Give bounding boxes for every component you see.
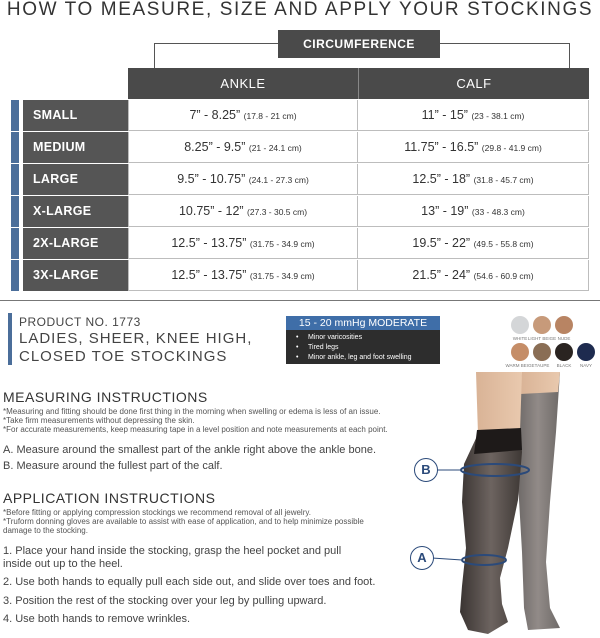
application-note: damage to the stocking. (3, 526, 88, 535)
measuring-step-a: A. Measure around the smallest part of the ankle right above the ankle bone. (3, 444, 377, 456)
ankle-cell (128, 132, 358, 163)
calf-inches: 11” - 15” (421, 108, 468, 122)
application-step-1-cont: inside out up to the heel. (3, 558, 123, 570)
color-swatch (555, 343, 573, 361)
calf-cell (357, 260, 589, 291)
ankle-inches: 7” - 8.25” (189, 108, 241, 122)
color-swatch-label: WARM BEIGE (505, 363, 535, 368)
color-swatch-label: NAVY (580, 363, 592, 368)
size-label: LARGE (23, 164, 129, 195)
table-row (11, 132, 589, 164)
ankle-cell (128, 164, 358, 195)
application-heading: APPLICATION INSTRUCTIONS (3, 490, 216, 506)
row-accent (11, 100, 19, 131)
calf-cm: (54.6 - 60.9 cm) (473, 271, 534, 281)
calf-cm: (33 - 48.3 cm) (471, 207, 525, 217)
table-row (11, 164, 589, 196)
calf-cm: (23 - 38.1 cm) (471, 111, 525, 121)
page-title: HOW TO MEASURE, SIZE AND APPLY YOUR STOCKINGS (6, 0, 594, 20)
color-swatch (555, 316, 573, 334)
row-accent (11, 260, 19, 291)
ankle-cm: (24.1 - 27.3 cm) (248, 175, 309, 185)
application-step-1: 1. Place your hand inside the stocking, grasp the heel pocket and pull (3, 545, 342, 557)
measuring-note: *Measuring and fitting should be done first thing in the morning when swelling or edema is less of an issue. (3, 407, 381, 416)
calf-inches: 13” - 19” (421, 204, 469, 218)
ankle-cm: (21 - 24.1 cm) (248, 143, 302, 153)
color-swatch-label: NUDE (557, 336, 571, 341)
stocking-leg-drawing (410, 372, 600, 638)
indication-item: • Tired legs (296, 343, 440, 353)
size-label: 2X-LARGE (23, 228, 129, 259)
measuring-note: *For accurate measurements, keep measuring tape in a level position and note measurements at each point. (3, 425, 388, 434)
application-step-2: 2. Use both hands to equally pull each side out, and slide over toes and foot. (3, 576, 376, 588)
indications-list (286, 330, 440, 364)
product-name-line-2: CLOSED TOE STOCKINGS (19, 348, 228, 365)
row-accent (11, 132, 19, 163)
ankle-cm: (31.75 - 34.9 cm) (249, 271, 315, 281)
circumference-label: CIRCUMFERENCE (278, 30, 440, 58)
indication-item: • Minor varicosities (296, 333, 440, 343)
size-label: MEDIUM (23, 132, 129, 163)
calf-cm: (29.8 - 41.9 cm) (481, 143, 542, 153)
ankle-inches: 10.75” - 12” (178, 204, 244, 218)
measuring-heading: MEASURING INSTRUCTIONS (3, 389, 208, 405)
column-header-ankle: ANKLE (128, 68, 358, 99)
row-accent (11, 164, 19, 195)
ankle-cm: (31.75 - 34.9 cm) (249, 239, 315, 249)
column-header-calf: CALF (358, 68, 589, 99)
size-label: 3X-LARGE (23, 260, 129, 291)
color-swatch (511, 343, 529, 361)
application-note: *Truform donning gloves are available to assist with ease of application, and to help minimize possible (3, 517, 364, 526)
ankle-inches: 8.25” - 9.5” (184, 140, 246, 154)
ankle-inches: 12.5” - 13.75” (171, 268, 247, 282)
calf-cell (357, 228, 589, 259)
label-a-badge: A (410, 546, 434, 570)
calf-cell (357, 132, 589, 163)
calf-inches: 11.75” - 16.5” (404, 140, 479, 154)
compression-level: 15 - 20 mmHg MODERATE (286, 316, 440, 330)
color-swatch (511, 316, 529, 334)
ankle-inches: 12.5” - 13.75” (171, 236, 247, 250)
accent-bar (8, 313, 12, 365)
indication-item: • Minor ankle, leg and foot swelling (296, 353, 440, 363)
product-name-line-1: LADIES, SHEER, KNEE HIGH, (19, 330, 253, 347)
color-swatch-label: LIGHT BEIGE (527, 336, 557, 341)
label-b-badge: B (414, 458, 438, 482)
product-name (19, 330, 252, 366)
calf-inches: 21.5” - 24” (412, 268, 471, 282)
application-step-3: 3. Position the rest of the stocking over your leg by pulling upward. (3, 595, 327, 607)
size-label: X-LARGE (23, 196, 129, 227)
color-swatch-label: BLACK (556, 363, 572, 368)
color-swatch (577, 343, 595, 361)
row-accent (11, 196, 19, 227)
calf-cm: (31.8 - 45.7 cm) (473, 175, 534, 185)
calf-inches: 12.5” - 18” (412, 172, 471, 186)
ankle-cm: (27.3 - 30.5 cm) (247, 207, 308, 217)
table-row (11, 260, 589, 292)
table-row (11, 196, 589, 228)
ankle-cm: (17.8 - 21 cm) (243, 111, 297, 121)
calf-cell (357, 164, 589, 195)
color-swatch-label: WHITE (512, 336, 528, 341)
ankle-cell (128, 260, 358, 291)
ankle-cell (128, 196, 358, 227)
application-step-4: 4. Use both hands to remove wrinkles. (3, 613, 191, 625)
calf-cell (357, 196, 589, 227)
calf-cm: (49.5 - 55.8 cm) (473, 239, 534, 249)
application-note: *Before fitting or applying compression stockings we recommend removal of all jewelry. (3, 508, 311, 517)
product-number: PRODUCT NO. 1773 (19, 315, 141, 329)
ankle-cell (128, 100, 358, 131)
color-swatch (533, 343, 551, 361)
row-accent (11, 228, 19, 259)
size-label: SMALL (23, 100, 129, 131)
color-swatch (533, 316, 551, 334)
section-divider (0, 300, 600, 301)
ankle-cell (128, 228, 358, 259)
table-row (11, 228, 589, 260)
measuring-step-b: B. Measure around the fullest part of the calf. (3, 460, 223, 472)
ankle-inches: 9.5” - 10.75” (177, 172, 246, 186)
color-swatch-label: TAUPE (534, 363, 550, 368)
table-row (11, 100, 589, 132)
calf-cell (357, 100, 589, 131)
leg-illustration (410, 372, 600, 638)
calf-inches: 19.5” - 22” (412, 236, 471, 250)
measuring-note: *Take firm measurements without depressing the skin. (3, 416, 195, 425)
